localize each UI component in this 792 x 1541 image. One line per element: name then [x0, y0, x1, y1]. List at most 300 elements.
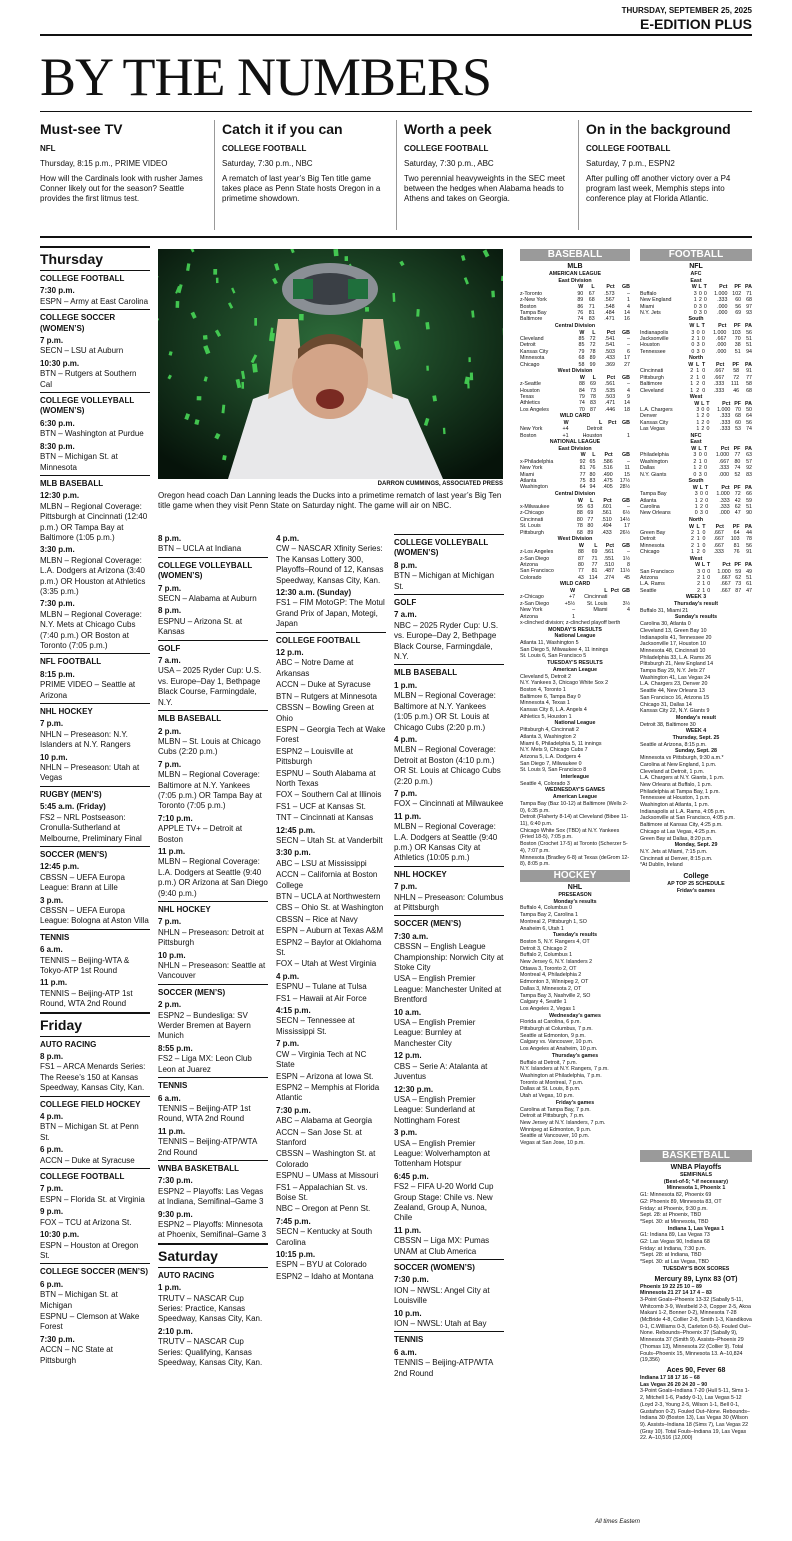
result-line: Jacksonville 17, Houston 10	[640, 641, 706, 648]
stat-cell: –	[627, 458, 630, 465]
broadcast-listing: BTN – Michigan St. at Michigan	[40, 1290, 118, 1310]
stat-cell: 88	[576, 510, 583, 517]
stat-cell: 27	[624, 361, 630, 368]
broadcast-time: 11 p.m.	[158, 1126, 186, 1136]
stat-cell: 3½	[622, 600, 630, 607]
confetti-piece	[299, 314, 304, 320]
stat-cell: 1	[696, 335, 700, 342]
promo-category: NFL	[40, 144, 56, 153]
stat-cell: .561	[601, 510, 612, 517]
stat-cell: 2	[699, 504, 703, 510]
stat-cell: 38	[734, 342, 741, 349]
table-row	[640, 368, 752, 374]
stat-cell: .333	[720, 419, 731, 426]
division-title: East	[690, 439, 702, 446]
stat-cell: 89	[577, 297, 584, 304]
team-name: Miami	[640, 303, 655, 310]
stat-cell: 0	[704, 465, 708, 472]
broadcast-listing: CBS – Serie A: Atalanta at Juventus	[394, 1061, 488, 1082]
team-name: Tennessee	[640, 348, 666, 355]
stat-cell: 51	[746, 342, 752, 349]
result-line: Winnipeg at Edmonton, 9 p.m.	[520, 1126, 592, 1133]
result-line: Los Angeles 2, Vegas 1	[520, 1005, 576, 1012]
stat-cell: 1	[696, 536, 700, 543]
column-header: W	[579, 329, 585, 336]
table-row	[640, 549, 752, 555]
stat-cell: 2	[690, 368, 694, 375]
stat-cell: 99	[589, 361, 596, 368]
table-row	[640, 510, 752, 516]
stat-cell: 3	[696, 342, 700, 349]
stat-cell: 6½	[622, 510, 630, 517]
confetti-piece	[216, 278, 219, 283]
broadcast-listing: CBSSN – Washington St. at Colorado	[276, 1149, 376, 1169]
stat-cell: .333	[718, 465, 730, 472]
stat-cell: .433	[604, 355, 615, 362]
stat-cell: 0	[701, 329, 705, 336]
stat-cell: 74	[578, 400, 585, 407]
result-line: Cleveland 5, Detroit 2	[520, 673, 571, 680]
stat-cell: 87	[590, 406, 596, 413]
column-header: GB	[622, 284, 630, 291]
college-schedule	[640, 888, 752, 892]
team-name: Houston	[640, 342, 660, 349]
team-name: Chicago	[640, 549, 660, 556]
standings-table	[520, 284, 630, 322]
division-title: Central Division	[554, 322, 596, 329]
broadcast-time: 7:30 p.m.	[158, 1176, 193, 1186]
team-name: Atlanta	[520, 478, 537, 485]
broadcast-listing: CW – Virginia Tech at NC State	[276, 1049, 367, 1070]
result-line: San Diego 5, Milwaukee 4, 11 innings	[520, 646, 609, 653]
stat-cell: 77	[579, 471, 586, 478]
stat-cell: 0	[704, 452, 708, 459]
stat-cell: 2	[691, 335, 695, 342]
stat-cell: 60	[735, 297, 742, 304]
team-name: Arizona	[520, 613, 538, 620]
result-line: Seattle at Vancouver, 10 p.m.	[520, 1133, 590, 1140]
confetti-piece	[416, 309, 420, 317]
promo-divider	[214, 120, 215, 230]
stat-cell: .446	[604, 406, 616, 413]
nl-title: NATIONAL LEAGUE	[549, 439, 601, 446]
team-name: New England	[640, 297, 672, 304]
stat-cell: 78	[576, 523, 583, 530]
broadcast-listing: ESPN – Florida St. at Virginia	[40, 1194, 145, 1204]
stat-cell: 2	[696, 381, 700, 388]
team-name: z-San Diego	[520, 555, 550, 562]
stat-cell: 8	[627, 561, 630, 568]
stat-cell: 3	[696, 348, 700, 355]
stat-cell: 0	[693, 471, 697, 478]
table-row	[640, 381, 752, 387]
column-header: Pct	[720, 446, 730, 453]
stat-cell: .274	[603, 574, 615, 581]
team-name: Athletics	[520, 400, 541, 407]
broadcast-listing: TNT – Cincinnati at Kansas	[276, 813, 374, 823]
stat-cell: 83	[746, 471, 752, 478]
stat-cell: 79	[578, 393, 585, 400]
broadcast-listing: FS1 – Hawaii at Air Force	[276, 993, 367, 1003]
sport-category: NHL HOCKEY	[40, 703, 150, 717]
broadcast-time: 7 p.m.	[40, 719, 64, 729]
stat-cell: –	[627, 504, 630, 510]
stat-cell: 1	[696, 413, 700, 420]
stat-cell: 84	[578, 387, 585, 394]
stat-cell: 81	[588, 310, 595, 317]
result-line: Seattle 4, Colorado 3	[520, 780, 570, 787]
stat-cell: 11½	[620, 568, 630, 575]
results-subheading: TUESDAY’S RESULTS	[547, 660, 603, 667]
result-line: Detroit at Pittsburgh, 7 p.m.	[520, 1113, 585, 1120]
division-title: West	[689, 555, 703, 562]
stat-cell: 0	[707, 581, 711, 588]
stat-cell: 63	[746, 452, 752, 459]
result-line: St. Louis 6, San Francisco 5	[520, 653, 587, 660]
promo-heading: On in the background	[586, 121, 731, 137]
stat-cell: 1	[702, 587, 706, 594]
broadcast-listing: FOX – TCU at Arizona St.	[40, 1217, 132, 1227]
team-name: x-Milwaukee	[520, 504, 550, 510]
stat-cell: 0	[702, 387, 706, 394]
team-name: New Orleans	[640, 510, 671, 517]
issue-date: THURSDAY, SEPTEMBER 25, 2025	[621, 6, 752, 15]
broadcast-time: 2 p.m.	[158, 726, 182, 736]
broadcast-listing: MLBN – Regional Coverage: Baltimore at N.Y. Yankees (7:05 p.m.) OR Tampa Bay at Toronto (7:05 p.m.)	[158, 770, 262, 811]
stat-cell: 51	[746, 504, 752, 510]
stat-cell: .601	[601, 504, 612, 510]
result-line: N.Y. Mets 9, Chicago Cubs 7	[520, 747, 588, 754]
baseball-section-header: BASEBALL	[520, 249, 630, 261]
broadcast-time: 2 p.m.	[158, 1000, 182, 1010]
broadcast-time: 6:45 p.m.	[394, 1171, 429, 1181]
sport-category: SOCCER (MEN’S)	[158, 984, 268, 998]
broadcast-listing: NBC – Oregon at Penn St.	[276, 1204, 371, 1214]
broadcast-time: 12:30 p.m.	[394, 1084, 434, 1094]
team-name: N.Y. Giants	[640, 471, 667, 478]
broadcast-time: 4 p.m.	[394, 734, 418, 744]
stat-cell: 17	[624, 523, 630, 530]
broadcast-time: 7:10 p.m.	[158, 813, 193, 823]
broadcast-listing: FS1 – Appalachian St. vs. Boise St.	[276, 1182, 368, 1202]
stat-cell: 43	[577, 574, 584, 581]
result-line: New Orleans at Buffalo, 1 p.m.	[640, 781, 713, 788]
stat-cell: 2	[701, 426, 705, 433]
stat-cell: 0	[707, 575, 711, 582]
stat-cell: 64	[733, 529, 740, 536]
broadcast-listing: ACCN – Duke at Syracuse	[276, 680, 371, 690]
standings-table	[520, 452, 630, 490]
broadcast-listing: ACCN – California at Boston College	[276, 870, 378, 890]
stat-cell: .667	[713, 374, 725, 381]
confetti-piece	[333, 249, 338, 256]
stat-cell: 2	[690, 542, 694, 549]
result-line: Ottawa 3, Toronto 2, OT	[520, 965, 577, 972]
broadcast-time: 4 p.m.	[40, 1112, 64, 1122]
stat-cell: 90	[577, 290, 584, 297]
stat-cell: .000	[717, 310, 728, 317]
result-line: Dallas 3, Minnesota 2, OT	[520, 985, 582, 992]
stat-cell: 44	[746, 529, 752, 536]
team-name: Tampa Bay	[640, 491, 667, 498]
stat-cell: 1	[694, 504, 698, 510]
confetti-piece	[491, 291, 495, 298]
sport-category: AUTO RACING	[158, 1267, 268, 1281]
broadcast-listing: USA – English Premier League: Burnley at Manchester City	[394, 1018, 476, 1048]
stat-cell: 1	[696, 426, 700, 433]
column-header: Pct	[715, 523, 724, 530]
table-row	[640, 452, 752, 458]
wnba-notes	[640, 1172, 752, 1273]
sport-category: SOCCER (WOMEN’S)	[394, 1259, 504, 1273]
column-header: W	[691, 284, 697, 291]
result-line: Tampa Bay 3, Nashville 2, SO	[520, 992, 591, 999]
broadcast-listing: NHLN – Preseason: Utah at Vegas	[40, 763, 140, 783]
broadcast-time: 11 p.m.	[40, 978, 68, 988]
result-line: Pittsburgh 21, New England 14	[640, 661, 714, 668]
sport-category: MLB BASEBALL	[40, 475, 150, 489]
stat-cell: 71	[588, 303, 595, 310]
promo-desc: After pulling off another victory over a P4 program last week, Memphis steps into conference play at Florida Atlantic.	[586, 174, 731, 203]
stat-cell: 0	[702, 374, 706, 381]
result-line: Tampa Bay 29, N.Y. Jets 27	[640, 668, 705, 675]
stat-cell: 4	[627, 303, 630, 310]
result-line: Green Bay at Dallas, 8:20 p.m.	[640, 835, 713, 842]
division-title: West Division	[557, 536, 593, 543]
broadcast-listing: FS2 – FIFA U-20 World Cup Group Stage: Chile vs. New Zealand, Group A, Nunoa, Chile	[394, 1182, 494, 1223]
result-line: Pittsburgh 4, Cincinnati 2	[520, 727, 579, 734]
standings-table	[640, 446, 752, 478]
broadcast-time: 8 p.m.	[40, 1052, 64, 1061]
stat-cell: 80	[576, 516, 583, 523]
team-name: z-Chicago	[520, 594, 544, 601]
result-line: Seattle at Edmonton, 9 p.m.	[520, 1032, 586, 1039]
stat-cell: 73	[735, 581, 742, 588]
stat-cell: 56	[735, 303, 742, 310]
broadcast-time: 6 a.m.	[40, 945, 63, 955]
stat-cell: .667	[713, 529, 724, 536]
standings-table	[640, 485, 752, 517]
promo-time: Saturday, 7:30 p.m., NBC	[222, 159, 313, 168]
stat-cell: .667	[720, 581, 731, 588]
column-header: PA	[745, 523, 752, 530]
stat-cell: 0	[694, 510, 698, 517]
stat-cell: 69	[735, 310, 742, 317]
broadcast-time: 8 p.m.	[158, 534, 182, 543]
stat-cell: 3	[693, 290, 697, 297]
promo-desc: How will the Cardinals look with rusher James Conner likely out for the season? Seattle provides the first litmus test.	[40, 174, 203, 203]
box-score-title: Aces 90, Fever 68	[666, 1366, 726, 1374]
photo-credit: DARRON CUMMINGS, ASSOCIATED PRESS	[377, 481, 503, 487]
standings-table	[520, 543, 630, 581]
division-title: East	[690, 277, 702, 284]
broadcast-listing: TENNIS – Beijing-ATP/WTA 2nd Round	[158, 1137, 257, 1157]
stat-cell: 9	[627, 393, 630, 400]
result-line: Indianapolis 41, Tennessee 20	[640, 634, 712, 641]
column-header: Pct	[715, 361, 725, 368]
broadcast-listing: FS2 – NRL Postseason: Cronulla-Sutherland at Melbourne, Preliminary Final	[40, 812, 142, 843]
result-line: Atlanta 11, Washington 5	[520, 640, 579, 647]
broadcast-listing: TRUTV – NASCAR Cup Series: Qualifying, Kansas Speedway, Kansas City, Kan.	[158, 1337, 263, 1368]
stat-cell: 76	[733, 549, 740, 556]
promo-rule	[40, 236, 752, 238]
standings-table	[520, 498, 630, 536]
team-name: Minnesota	[640, 542, 665, 549]
broadcast-listing: ESPN – Army at East Carolina	[40, 296, 149, 306]
sport-category: AUTO RACING	[40, 1036, 150, 1050]
broadcast-listing: USA – English Premier League: Manchester United at Brentford	[394, 974, 502, 1005]
confetti-piece	[213, 269, 217, 275]
stat-cell: 51	[746, 335, 752, 342]
stat-cell: 69	[587, 510, 594, 517]
result-line: L.A. Chargers at N.Y. Giants, 1 p.m.	[640, 775, 725, 782]
promo-desc: A rematch of last year’s Big Ten title game takes place as Penn State hosts Oregon in a primetime showdown.	[222, 174, 381, 203]
table-row	[640, 342, 752, 348]
stat-cell: 78	[589, 348, 596, 355]
afc-title: AFC	[690, 271, 702, 277]
team-name: Los Angeles	[520, 406, 549, 413]
stat-cell: 17½	[619, 478, 630, 485]
stat-cell: 60	[735, 419, 741, 426]
broadcast-time: 7:30 p.m.	[40, 286, 75, 296]
sport-category: RUGBY (MEN’S)	[40, 786, 150, 800]
stat-cell: .667	[713, 368, 725, 375]
broadcast-time: 6:30 p.m.	[40, 418, 75, 428]
stat-cell: 87	[577, 555, 584, 562]
results-subheading: National League	[554, 633, 596, 640]
stat-cell: 1	[702, 581, 706, 588]
stat-cell: 78	[746, 536, 752, 543]
result-line: Vegas at San Jose, 10 p.m.	[520, 1140, 585, 1147]
broadcast-listing: NHLN – Preseason: Detroit at Pittsburgh	[158, 927, 264, 948]
broadcast-listing: MLBN – Regional Coverage: L.A. Dodgers at Arizona (3:40 p.m.) OR Houston at Athletics (3:35 p.m.)	[40, 555, 146, 596]
stat-cell: 0	[705, 491, 709, 498]
column-header: PF	[733, 484, 741, 491]
stat-cell: 0	[703, 290, 707, 297]
stat-cell: 0	[702, 568, 706, 575]
broadcast-listing: ESPN – Houston at Oregon St.	[40, 1240, 139, 1260]
promo-time: Saturday, 7 p.m., ESPN2	[586, 159, 675, 168]
division-title: East Division	[558, 445, 592, 452]
stat-cell: –	[627, 549, 630, 556]
sport-category: COLLEGE FOOTBALL	[276, 632, 386, 646]
broadcast-time: 1 p.m.	[394, 680, 418, 690]
column-header: PA	[745, 562, 752, 569]
result-line: Chicago 31, Dallas 14	[640, 701, 692, 708]
column-header: Pct	[606, 284, 615, 291]
promo-background	[586, 120, 752, 204]
result-line: *Sept. 30: at Las Vegas, TBD	[640, 1259, 709, 1266]
result-line: G1: Indiana 89, Las Vegas 73	[640, 1232, 710, 1239]
broadcast-time: 9:30 p.m.	[158, 1209, 193, 1219]
stat-cell: 1	[698, 458, 702, 465]
result-line: Carolina at Tampa Bay, 7 p.m.	[520, 1106, 591, 1113]
result-line: Friday: at Phoenix, 9:30 p.m.	[640, 1205, 708, 1212]
stat-cell: 2	[701, 413, 705, 420]
broadcast-listing: ESPNU – Arizona St. at Kansas	[158, 616, 243, 637]
broadcast-listing: BTN – Michigan St. at Penn St.	[40, 1122, 139, 1142]
stat-cell: 0	[706, 419, 710, 426]
team-name: Jacksonville	[640, 335, 669, 342]
broadcast-listing: CBSSN – Rice at Navy	[276, 914, 358, 924]
stat-cell: 56	[746, 329, 752, 336]
broadcast-listing: BTN – Washington at Purdue	[40, 429, 144, 439]
team-name: Cincinnati	[640, 368, 664, 375]
broadcast-listing: NBC – 2025 Ryder Cup: U.S. vs. Europe–Day 2, Bethpage Black Course, Farmingdale, N.Y.	[394, 620, 499, 662]
stat-cell: 56	[746, 419, 752, 426]
mlb-title: MLB	[567, 263, 583, 270]
stat-cell: 2	[696, 549, 700, 556]
division-title: Central Division	[554, 490, 596, 497]
column-header: Pct	[610, 587, 619, 594]
box-score-text: 3-Point Goals–Phoenix 13-32 (Sabally 5-11, Whitcomb 3-9, Westbeld 2-3, Copper 2-5, Akoa Makani 1-2, Bonner 0-2), Minnesota 7-28 (McBride 4-8, Collier 2-8, Smith 1-3, Kiandikova 0-1, C.Williams 0-3, Carleton 0-5). Fouled Out–None. Rebounds–Phoenix 37 (Sabally 9), Minnesota 37 (Smith 9). Assists–Phoenix 29 (Thomas 13), Minnesota 22 (Collier 9). Total Fouls–Phoenix 15, Minnesota 13. A–10,824 (19,356)	[640, 1296, 752, 1364]
team-name: L.A. Rams	[640, 581, 665, 588]
team-name: Cleveland	[640, 387, 664, 394]
broadcast-listing: ESPN2 – Playoffs: Minnesota at Phoenix, Semifinal–Game 3	[158, 1219, 267, 1240]
edition-label: E-EDITION PLUS	[639, 16, 752, 32]
column-header: GB	[622, 497, 630, 504]
broadcast-time: 9 p.m.	[40, 1207, 64, 1217]
stat-cell: 1.000	[717, 407, 731, 414]
result-line: *Sept. 30: at Minnesota, TBD	[640, 1218, 709, 1225]
column-header: GB	[622, 452, 630, 459]
stat-cell: 47	[734, 510, 741, 517]
stat-cell: 0	[702, 542, 706, 549]
wnba-title: WNBA Playoffs	[670, 1164, 722, 1171]
column-header: Pct	[719, 284, 728, 291]
broadcast-time: 8 p.m.	[158, 606, 182, 616]
broadcast-time: 3:30 p.m.	[276, 848, 311, 858]
result-line: Detroit 38, Baltimore 30	[640, 721, 696, 728]
broadcast-listing: ION – NWSL: Utah at Bay	[394, 1319, 487, 1329]
column-header: Pct	[603, 497, 612, 504]
broadcast-time: 7:30 p.m.	[394, 1275, 429, 1285]
stat-cell: 71	[746, 290, 752, 297]
result-line: Philadelphia at Tampa Bay, 1 p.m.	[640, 788, 720, 795]
column-header: Pct	[721, 484, 730, 491]
broadcast-listing: TENNIS – Beijing-ATP 1st Round, WTA 2nd Round	[158, 1103, 251, 1124]
team-name: Indianapolis	[640, 329, 669, 336]
result-line: Philadelphia 33, L.A. Rams 26	[640, 654, 712, 661]
stat-cell: Detroit	[586, 426, 603, 433]
stat-cell: 3	[698, 310, 702, 317]
football-standings	[640, 262, 752, 892]
column-header: L	[698, 284, 702, 291]
stat-cell: 0	[706, 407, 710, 414]
promo-divider	[396, 120, 397, 230]
stat-cell: .000	[719, 510, 730, 517]
college-title: College	[683, 873, 709, 881]
stat-cell: 72	[733, 374, 740, 381]
stat-cell: .000	[716, 342, 727, 349]
result-line: Washington at Atlanta, 1 p.m.	[640, 802, 709, 809]
stat-cell: 0	[703, 303, 707, 310]
baseball-results	[520, 620, 630, 866]
stat-cell: 3	[699, 510, 703, 517]
broadcast-listing: SECN – LSU at Auburn	[40, 346, 124, 356]
column-header: PF	[732, 523, 740, 530]
stat-cell: 0	[693, 303, 697, 310]
stat-cell: 92	[746, 465, 752, 472]
column-header: T	[703, 446, 708, 453]
result-line: San Diego 7, Milwaukee 0	[520, 760, 582, 767]
stat-cell: .494	[601, 523, 612, 530]
stat-cell: 77	[734, 452, 741, 459]
broadcast-listing: CW – NASCAR Xfinity Series: The Kansas Lottery 300, Playoffs–Round of 12, Kansas Speedway, Kansas City, Kan.	[276, 544, 384, 585]
stat-cell: 72	[589, 335, 596, 342]
table-row	[640, 491, 752, 497]
broadcast-time: 3 p.m.	[40, 895, 64, 905]
